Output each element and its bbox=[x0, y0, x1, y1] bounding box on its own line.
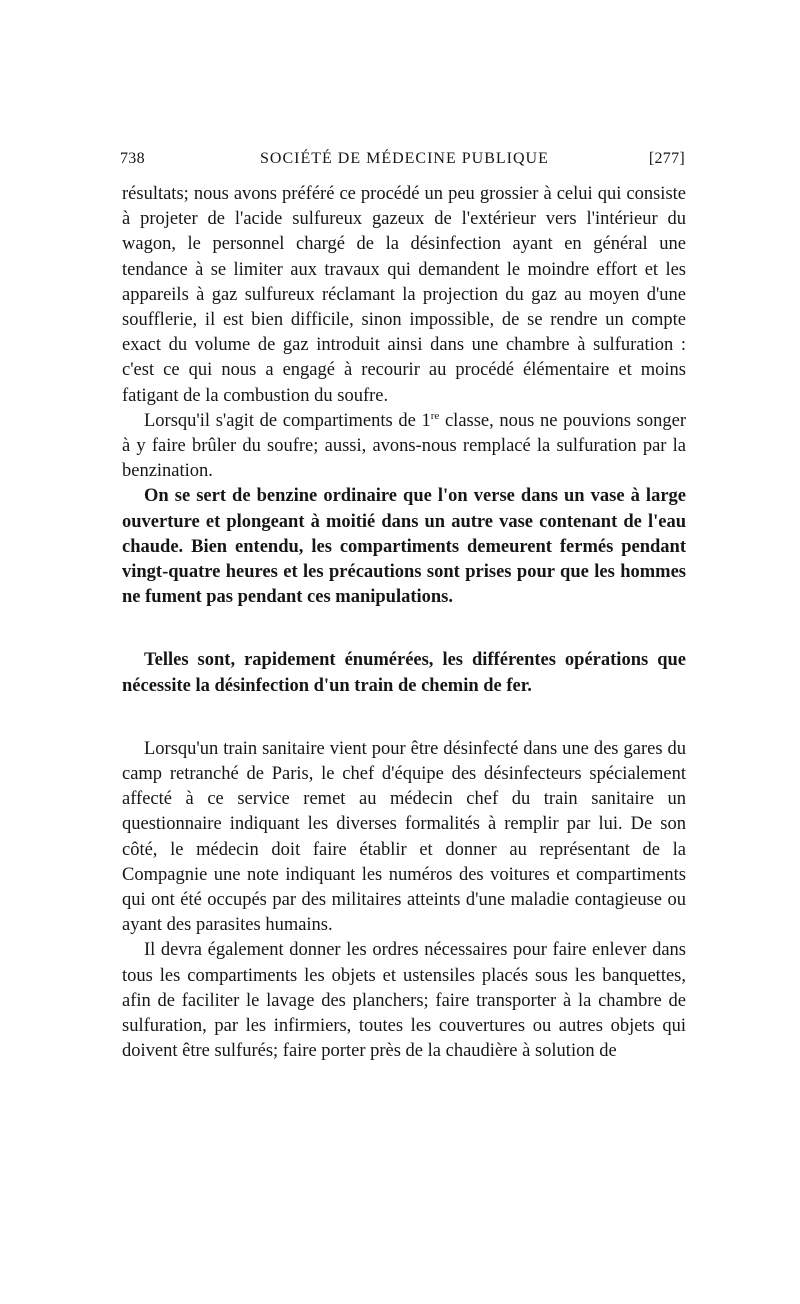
paragraph-5: Lorsqu'un train sanitaire vient pour être désinfecté dans une des gares du camp retranché de Paris, le chef d'équipe des désinfecteurs spécialement affecté à ce service remet au médecin chef du train sanitaire un questionnaire indiquant les diverses formalités à remplir par lui. De son côté, le médecin doit faire établir et donner au représentant de la Compagnie une note indiquant les numéros des voitures et compartiments qui ont été occupés par des militaires atteints d'une maladie contagieuse ou ayant des parasites humains. bbox=[122, 738, 686, 936]
paragraph-1: résultats; nous avons préféré ce procédé un peu grossier à celui qui consiste à projeter de l'acide sulfureux gazeux de l'extérieur vers l'intérieur du wagon, le personnel chargé de la désinfection ayant en général une tendance à se limiter aux travaux qui demandent le moindre effort et les appareils à gaz sulfureux réclamant la projection du gaz au moyen d'une soufflerie, il est bien difficile, sinon impossible, de se rendre un compte exact du volume de gaz introduit ainsi dans une chambre à sulfuration : c'est ce qui nous a engagé à recourir au procédé élémentaire et moins fatigant de la combustion du soufre. bbox=[122, 184, 686, 406]
section-gap bbox=[122, 699, 686, 737]
reference-number: [277] bbox=[648, 150, 685, 167]
body-text bbox=[122, 182, 686, 1065]
paragraph-2-before: Lorsqu'il s'agit de compartiments de 1 bbox=[144, 410, 431, 431]
paragraph-2 bbox=[122, 409, 686, 485]
paragraph-2-after: classe, nous ne pouvions songer à y faire brûler du soufre; aussi, avons-nous remplacé la sulfuration par la benzination. bbox=[122, 410, 686, 482]
paragraph-3: On se sert de benzine ordinaire que l'on verse dans un vase à large ouverture et plongeant à moitié dans un autre vase contenant de l'eau chaude. Bien entendu, les compartiments demeurent fermés pendant vingt-quatre heures et les précautions sont prises pour que les hommes ne fument pas pendant ces manipulations. bbox=[122, 486, 686, 608]
paragraph-4: Telles sont, rapidement énumérées, les différentes opérations que nécessite la désinfection d'un train de chemin de fer. bbox=[122, 650, 686, 696]
section-gap bbox=[122, 610, 686, 648]
page-header bbox=[120, 150, 685, 174]
page-number: 738 bbox=[120, 150, 145, 167]
paragraph-6: Il devra également donner les ordres nécessaires pour faire enlever dans tous les compartiments les objets et ustensiles placés sous les banquettes, afin de faciliter le lavage des planchers; faire transporter à la chambre de sulfuration, par les infirmiers, toutes les couvertures ou autres objets qui doivent être sulfurés; faire porter près de la chaudière à solution de bbox=[122, 940, 686, 1062]
running-title: SOCIÉTÉ DE MÉDECINE PUBLIQUE bbox=[260, 150, 549, 167]
paragraph-2-superscript: re bbox=[430, 409, 440, 422]
